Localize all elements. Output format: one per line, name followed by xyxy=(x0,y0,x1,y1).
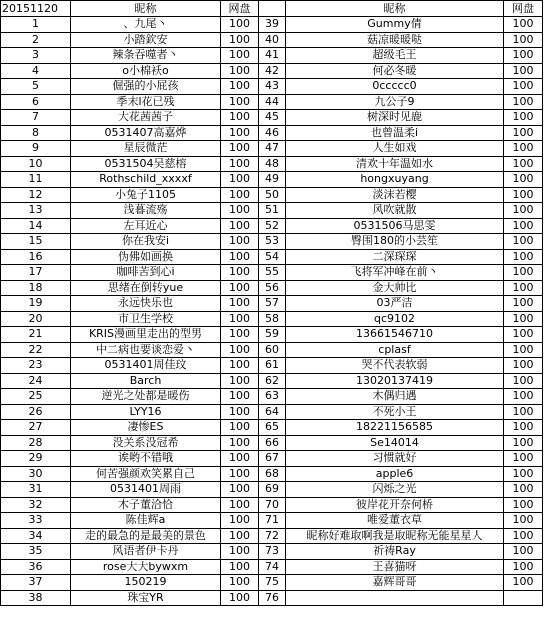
left-index-cell[interactable]: 24 xyxy=(1,373,71,389)
right-index-cell[interactable]: 54 xyxy=(259,249,286,265)
left-score-cell[interactable]: 100 xyxy=(221,482,259,498)
right-index-cell[interactable]: 39 xyxy=(259,17,286,33)
left-score-cell[interactable]: 100 xyxy=(221,17,259,33)
right-score-cell[interactable]: 100 xyxy=(504,218,543,234)
left-score-cell[interactable]: 100 xyxy=(221,280,259,296)
right-nickname-cell[interactable]: 也曾温柔i xyxy=(286,125,504,141)
table-row xyxy=(1,187,543,203)
right-nickname-cell[interactable] xyxy=(286,590,504,606)
right-index-cell[interactable]: 63 xyxy=(259,389,286,405)
left-nickname-cell[interactable]: 0531401周佳玟 xyxy=(71,358,221,374)
left-nickname-cell[interactable]: 思绪在倒转yue xyxy=(71,280,221,296)
right-score-cell[interactable]: 100 xyxy=(504,63,543,79)
right-nickname-cell[interactable]: 祈祷Ray xyxy=(286,544,504,560)
left-nickname-cell[interactable]: 星辰微茫 xyxy=(71,141,221,157)
left-nickname-cell[interactable]: Rothschild_xxxxf xyxy=(71,172,221,188)
left-index-cell[interactable]: 19 xyxy=(1,296,71,312)
left-score-cell[interactable]: 100 xyxy=(221,435,259,451)
right-index-cell[interactable]: 67 xyxy=(259,451,286,467)
left-score-cell[interactable]: 100 xyxy=(221,497,259,513)
table-row xyxy=(1,389,543,405)
table-row xyxy=(1,63,543,79)
left-nickname-cell[interactable]: 咖啡苦到心i xyxy=(71,265,221,281)
left-index-cell[interactable]: 14 xyxy=(1,218,71,234)
left-index-cell[interactable]: 20 xyxy=(1,311,71,327)
left-score-cell[interactable]: 100 xyxy=(221,389,259,405)
right-score-cell[interactable] xyxy=(504,590,543,606)
right-score-cell[interactable]: 100 xyxy=(504,559,543,575)
right-nickname-cell[interactable]: 闪烁之光 xyxy=(286,482,504,498)
right-nickname-cell[interactable]: 清欢十年温如水 xyxy=(286,156,504,172)
table-row xyxy=(1,172,543,188)
header-gap[interactable] xyxy=(259,1,286,17)
left-nickname-cell[interactable]: Barch xyxy=(71,373,221,389)
table-row xyxy=(1,497,543,513)
left-index-cell[interactable]: 6 xyxy=(1,94,71,110)
left-nickname-cell[interactable]: 0531504吴慈榕 xyxy=(71,156,221,172)
right-nickname-cell[interactable]: 风吹就散 xyxy=(286,203,504,219)
left-nickname-cell[interactable]: 左耳近心 xyxy=(71,218,221,234)
right-score-cell[interactable]: 100 xyxy=(504,544,543,560)
left-score-cell[interactable]: 100 xyxy=(221,528,259,544)
left-index-cell[interactable]: 29 xyxy=(1,451,71,467)
table-row xyxy=(1,249,543,265)
left-nickname-cell[interactable]: 浅暮流殇 xyxy=(71,203,221,219)
left-nickname-cell[interactable]: 季末l花已残 xyxy=(71,94,221,110)
left-index-cell[interactable]: 2 xyxy=(1,32,71,48)
left-index-cell[interactable]: 23 xyxy=(1,358,71,374)
right-index-cell[interactable]: 59 xyxy=(259,327,286,343)
table-row xyxy=(1,358,543,374)
right-nickname-cell[interactable]: Se14014 xyxy=(286,435,504,451)
table-row xyxy=(1,141,543,157)
date-cell[interactable]: 20151120 xyxy=(1,1,71,17)
right-score-cell[interactable]: 100 xyxy=(504,575,543,591)
right-score-cell[interactable]: 100 xyxy=(504,482,543,498)
left-nickname-cell[interactable]: KRIS漫画里走出的型男 xyxy=(71,327,221,343)
table-row xyxy=(1,451,543,467)
right-nickname-cell[interactable]: qc9102 xyxy=(286,311,504,327)
right-index-cell[interactable]: 74 xyxy=(259,559,286,575)
table-row xyxy=(1,156,543,172)
right-nickname-cell[interactable]: hongxuyang xyxy=(286,172,504,188)
left-score-cell[interactable]: 100 xyxy=(221,358,259,374)
left-score-cell[interactable]: 100 xyxy=(221,94,259,110)
right-index-cell[interactable]: 66 xyxy=(259,435,286,451)
table-row xyxy=(1,203,543,219)
right-score-cell[interactable]: 100 xyxy=(504,327,543,343)
left-index-cell[interactable]: 7 xyxy=(1,110,71,126)
right-score-cell[interactable]: 100 xyxy=(504,311,543,327)
right-index-cell[interactable]: 53 xyxy=(259,234,286,250)
right-nickname-cell[interactable]: 0531506马思雯 xyxy=(286,218,504,234)
right-score-cell[interactable]: 100 xyxy=(504,110,543,126)
left-index-cell[interactable]: 35 xyxy=(1,544,71,560)
right-nickname-cell[interactable]: Gummy倩 xyxy=(286,17,504,33)
right-score-cell[interactable]: 100 xyxy=(504,249,543,265)
left-nickname-cell[interactable]: 小兔子1105 xyxy=(71,187,221,203)
right-score-cell[interactable]: 100 xyxy=(504,32,543,48)
table-row xyxy=(1,48,543,64)
right-index-cell[interactable]: 57 xyxy=(259,296,286,312)
left-nickname-cell[interactable]: 辣条吞噬者丶 xyxy=(71,48,221,64)
table-row xyxy=(1,513,543,529)
right-score-cell[interactable]: 100 xyxy=(504,234,543,250)
left-index-cell[interactable]: 15 xyxy=(1,234,71,250)
left-score-cell[interactable]: 100 xyxy=(221,203,259,219)
left-index-cell[interactable]: 31 xyxy=(1,482,71,498)
left-nickname-cell[interactable]: 倔强的小屁孩 xyxy=(71,79,221,95)
left-index-cell[interactable]: 38 xyxy=(1,590,71,606)
right-nickname-cell[interactable]: 唯爱董衣草 xyxy=(286,513,504,529)
right-score-cell[interactable]: 100 xyxy=(504,296,543,312)
right-index-cell[interactable]: 72 xyxy=(259,528,286,544)
left-nickname-cell[interactable]: 你在我安i xyxy=(71,234,221,250)
right-nickname-cell[interactable]: 木偶归遇 xyxy=(286,389,504,405)
table-row xyxy=(1,466,543,482)
header-left-name[interactable]: 昵称 xyxy=(71,1,221,17)
table-row xyxy=(1,110,543,126)
left-score-cell[interactable]: 100 xyxy=(221,311,259,327)
left-index-cell[interactable]: 11 xyxy=(1,172,71,188)
right-index-cell[interactable]: 61 xyxy=(259,358,286,374)
left-score-cell[interactable]: 100 xyxy=(221,48,259,64)
left-score-cell[interactable]: 100 xyxy=(221,590,259,606)
left-nickname-cell[interactable]: 市卫生学校 xyxy=(71,311,221,327)
left-index-cell[interactable]: 16 xyxy=(1,249,71,265)
left-nickname-cell[interactable]: 木子董洽恰 xyxy=(71,497,221,513)
left-score-cell[interactable]: 100 xyxy=(221,327,259,343)
right-score-cell[interactable]: 100 xyxy=(504,358,543,374)
right-index-cell[interactable]: 51 xyxy=(259,203,286,219)
left-nickname-cell[interactable]: 珠宝YR xyxy=(71,590,221,606)
left-nickname-cell[interactable]: 走的最急的是最美的景色 xyxy=(71,528,221,544)
right-nickname-cell[interactable]: 0ccccc0 xyxy=(286,79,504,95)
right-nickname-cell[interactable]: 九公子9 xyxy=(286,94,504,110)
right-score-cell[interactable]: 100 xyxy=(504,420,543,436)
left-nickname-cell[interactable]: 0531407高嘉烨 xyxy=(71,125,221,141)
right-score-cell[interactable]: 100 xyxy=(504,389,543,405)
left-index-cell[interactable]: 22 xyxy=(1,342,71,358)
left-index-cell[interactable]: 27 xyxy=(1,420,71,436)
right-nickname-cell[interactable]: 不死小王 xyxy=(286,404,504,420)
table-row xyxy=(1,435,543,451)
left-score-cell[interactable]: 100 xyxy=(221,404,259,420)
left-score-cell[interactable]: 100 xyxy=(221,218,259,234)
right-score-cell[interactable]: 100 xyxy=(504,156,543,172)
table-row xyxy=(1,559,543,575)
left-score-cell[interactable]: 100 xyxy=(221,575,259,591)
header-right-score[interactable]: 网盘 xyxy=(504,1,543,17)
right-index-cell[interactable]: 42 xyxy=(259,63,286,79)
right-score-cell[interactable]: 100 xyxy=(504,451,543,467)
left-nickname-cell[interactable]: 0531401周雨 xyxy=(71,482,221,498)
table-row xyxy=(1,94,543,110)
left-index-cell[interactable]: 18 xyxy=(1,280,71,296)
left-nickname-cell[interactable]: 风语者伊卡丹 xyxy=(71,544,221,560)
right-score-cell[interactable]: 100 xyxy=(504,17,543,33)
right-score-cell[interactable]: 100 xyxy=(504,435,543,451)
table-row xyxy=(1,296,543,312)
left-index-cell[interactable]: 13 xyxy=(1,203,71,219)
left-score-cell[interactable]: 100 xyxy=(221,559,259,575)
right-score-cell[interactable]: 100 xyxy=(504,342,543,358)
right-nickname-cell[interactable]: cplasf xyxy=(286,342,504,358)
left-nickname-cell[interactable]: 小踏欽安 xyxy=(71,32,221,48)
right-index-cell[interactable]: 75 xyxy=(259,575,286,591)
right-index-cell[interactable]: 55 xyxy=(259,265,286,281)
left-index-cell[interactable]: 28 xyxy=(1,435,71,451)
table-row xyxy=(1,218,543,234)
left-nickname-cell[interactable]: LYY16 xyxy=(71,404,221,420)
right-score-cell[interactable]: 100 xyxy=(504,94,543,110)
right-nickname-cell[interactable]: 臀围180的小芸笙 xyxy=(286,234,504,250)
right-score-cell[interactable]: 100 xyxy=(504,466,543,482)
table-row xyxy=(1,575,543,591)
right-nickname-cell[interactable]: 菇凉暖暖哒 xyxy=(286,32,504,48)
table-row xyxy=(1,327,543,343)
right-nickname-cell[interactable]: 彼岸花开奈何桥 xyxy=(286,497,504,513)
right-index-cell[interactable]: 76 xyxy=(259,590,286,606)
table-row xyxy=(1,125,543,141)
table-row xyxy=(1,404,543,420)
right-index-cell[interactable]: 41 xyxy=(259,48,286,64)
right-score-cell[interactable]: 100 xyxy=(504,280,543,296)
table-row xyxy=(1,544,543,560)
right-nickname-cell[interactable]: apple6 xyxy=(286,466,504,482)
right-nickname-cell[interactable]: 王喜猫呀 xyxy=(286,559,504,575)
right-score-cell[interactable]: 100 xyxy=(504,404,543,420)
left-index-cell[interactable]: 3 xyxy=(1,48,71,64)
right-nickname-cell[interactable]: 何必冬暖 xyxy=(286,63,504,79)
left-score-cell[interactable]: 100 xyxy=(221,249,259,265)
right-index-cell[interactable]: 60 xyxy=(259,342,286,358)
right-index-cell[interactable]: 70 xyxy=(259,497,286,513)
left-nickname-cell[interactable]: 、九尾丶 xyxy=(71,17,221,33)
right-nickname-cell[interactable]: 13020137419 xyxy=(286,373,504,389)
right-score-cell[interactable]: 100 xyxy=(504,125,543,141)
right-score-cell[interactable]: 100 xyxy=(504,497,543,513)
right-index-cell[interactable]: 44 xyxy=(259,94,286,110)
left-index-cell[interactable]: 9 xyxy=(1,141,71,157)
left-index-cell[interactable]: 8 xyxy=(1,125,71,141)
right-index-cell[interactable]: 69 xyxy=(259,482,286,498)
header-right-name[interactable]: 昵称 xyxy=(286,1,504,17)
table-row xyxy=(1,373,543,389)
right-score-cell[interactable]: 100 xyxy=(504,141,543,157)
right-nickname-cell[interactable]: 超级毛王 xyxy=(286,48,504,64)
right-nickname-cell[interactable]: 嘉辉哥哥 xyxy=(286,575,504,591)
left-index-cell[interactable]: 21 xyxy=(1,327,71,343)
right-score-cell[interactable]: 100 xyxy=(504,203,543,219)
left-score-cell[interactable]: 100 xyxy=(221,466,259,482)
left-score-cell[interactable]: 100 xyxy=(221,110,259,126)
left-nickname-cell[interactable]: 陈佳辉a xyxy=(71,513,221,529)
table-row xyxy=(1,342,543,358)
right-index-cell[interactable]: 47 xyxy=(259,141,286,157)
left-nickname-cell[interactable]: 中二病也要谈恋爱丶 xyxy=(71,342,221,358)
left-index-cell[interactable]: 37 xyxy=(1,575,71,591)
left-index-cell[interactable]: 17 xyxy=(1,265,71,281)
left-nickname-cell[interactable]: 伪佛如画换 xyxy=(71,249,221,265)
right-nickname-cell[interactable]: 昵称好难取啊我是取昵称无能星星人 xyxy=(286,528,504,544)
right-score-cell[interactable]: 100 xyxy=(504,373,543,389)
left-score-cell[interactable]: 100 xyxy=(221,544,259,560)
left-index-cell[interactable]: 26 xyxy=(1,404,71,420)
left-index-cell[interactable]: 36 xyxy=(1,559,71,575)
left-index-cell[interactable]: 34 xyxy=(1,528,71,544)
right-index-cell[interactable]: 58 xyxy=(259,311,286,327)
right-nickname-cell[interactable]: 哭不代表软弱 xyxy=(286,358,504,374)
table-row xyxy=(1,234,543,250)
left-score-cell[interactable]: 100 xyxy=(221,79,259,95)
left-score-cell[interactable]: 100 xyxy=(221,156,259,172)
right-index-cell[interactable]: 73 xyxy=(259,544,286,560)
right-index-cell[interactable]: 62 xyxy=(259,373,286,389)
left-nickname-cell[interactable]: 150219 xyxy=(71,575,221,591)
left-score-cell[interactable]: 100 xyxy=(221,296,259,312)
right-index-cell[interactable]: 43 xyxy=(259,79,286,95)
left-nickname-cell[interactable]: 永远快乐也 xyxy=(71,296,221,312)
right-nickname-cell[interactable]: 03严洁 xyxy=(286,296,504,312)
left-nickname-cell[interactable]: 大花茜茜子 xyxy=(71,110,221,126)
table-row xyxy=(1,528,543,544)
left-index-cell[interactable]: 1 xyxy=(1,17,71,33)
left-nickname-cell[interactable]: rose大大bywxm xyxy=(71,559,221,575)
right-nickname-cell[interactable]: 飞将军冲峰在前丶 xyxy=(286,265,504,281)
right-score-cell[interactable]: 100 xyxy=(504,187,543,203)
left-index-cell[interactable]: 5 xyxy=(1,79,71,95)
left-score-cell[interactable]: 100 xyxy=(221,63,259,79)
left-nickname-cell[interactable]: 诶哟不错哦 xyxy=(71,451,221,467)
right-index-cell[interactable]: 49 xyxy=(259,172,286,188)
right-nickname-cell[interactable]: 二深琛琛 xyxy=(286,249,504,265)
left-index-cell[interactable]: 33 xyxy=(1,513,71,529)
right-index-cell[interactable]: 50 xyxy=(259,187,286,203)
right-nickname-cell[interactable]: 金大帅比 xyxy=(286,280,504,296)
left-index-cell[interactable]: 12 xyxy=(1,187,71,203)
left-index-cell[interactable]: 32 xyxy=(1,497,71,513)
table-row xyxy=(1,482,543,498)
right-nickname-cell[interactable]: 13661546710 xyxy=(286,327,504,343)
left-score-cell[interactable]: 100 xyxy=(221,373,259,389)
right-index-cell[interactable]: 52 xyxy=(259,218,286,234)
right-index-cell[interactable]: 65 xyxy=(259,420,286,436)
table-row xyxy=(1,79,543,95)
left-score-cell[interactable]: 100 xyxy=(221,420,259,436)
left-score-cell[interactable]: 100 xyxy=(221,187,259,203)
right-score-cell[interactable]: 100 xyxy=(504,172,543,188)
left-score-cell[interactable]: 100 xyxy=(221,451,259,467)
right-nickname-cell[interactable]: 习惯就好 xyxy=(286,451,504,467)
left-nickname-cell[interactable]: 逆光之处都是暖伤 xyxy=(71,389,221,405)
left-score-cell[interactable]: 100 xyxy=(221,265,259,281)
left-score-cell[interactable]: 100 xyxy=(221,32,259,48)
left-score-cell[interactable]: 100 xyxy=(221,172,259,188)
left-score-cell[interactable]: 100 xyxy=(221,342,259,358)
table-row xyxy=(1,32,543,48)
left-index-cell[interactable]: 10 xyxy=(1,156,71,172)
right-nickname-cell[interactable]: 18221156585 xyxy=(286,420,504,436)
left-nickname-cell[interactable]: 没关系没冠希 xyxy=(71,435,221,451)
left-score-cell[interactable]: 100 xyxy=(221,234,259,250)
table-row xyxy=(1,590,543,606)
right-index-cell[interactable]: 48 xyxy=(259,156,286,172)
left-index-cell[interactable]: 30 xyxy=(1,466,71,482)
left-nickname-cell[interactable]: 何苦强颜欢笑累自己 xyxy=(71,466,221,482)
right-score-cell[interactable]: 100 xyxy=(504,528,543,544)
left-index-cell[interactable]: 4 xyxy=(1,63,71,79)
right-score-cell[interactable]: 100 xyxy=(504,48,543,64)
table-row xyxy=(1,420,543,436)
right-index-cell[interactable]: 71 xyxy=(259,513,286,529)
right-index-cell[interactable]: 68 xyxy=(259,466,286,482)
right-nickname-cell[interactable]: 淡沫若樱 xyxy=(286,187,504,203)
right-score-cell[interactable]: 100 xyxy=(504,513,543,529)
table-row xyxy=(1,17,543,33)
left-index-cell[interactable]: 25 xyxy=(1,389,71,405)
right-index-cell[interactable]: 40 xyxy=(259,32,286,48)
right-nickname-cell[interactable]: 树深时见鹿 xyxy=(286,110,504,126)
right-nickname-cell[interactable]: 人生如戏 xyxy=(286,141,504,157)
left-score-cell[interactable]: 100 xyxy=(221,141,259,157)
right-score-cell[interactable]: 100 xyxy=(504,265,543,281)
left-nickname-cell[interactable]: o小棉袄o xyxy=(71,63,221,79)
table-row xyxy=(1,311,543,327)
left-nickname-cell[interactable]: 凄惨ES xyxy=(71,420,221,436)
header-row xyxy=(1,1,543,17)
right-index-cell[interactable]: 45 xyxy=(259,110,286,126)
right-index-cell[interactable]: 64 xyxy=(259,404,286,420)
left-score-cell[interactable]: 100 xyxy=(221,513,259,529)
right-score-cell[interactable]: 100 xyxy=(504,79,543,95)
table-row xyxy=(1,280,543,296)
left-score-cell[interactable]: 100 xyxy=(221,125,259,141)
right-index-cell[interactable]: 56 xyxy=(259,280,286,296)
table-row xyxy=(1,265,543,281)
right-index-cell[interactable]: 46 xyxy=(259,125,286,141)
header-left-score[interactable]: 网盘 xyxy=(221,1,259,17)
